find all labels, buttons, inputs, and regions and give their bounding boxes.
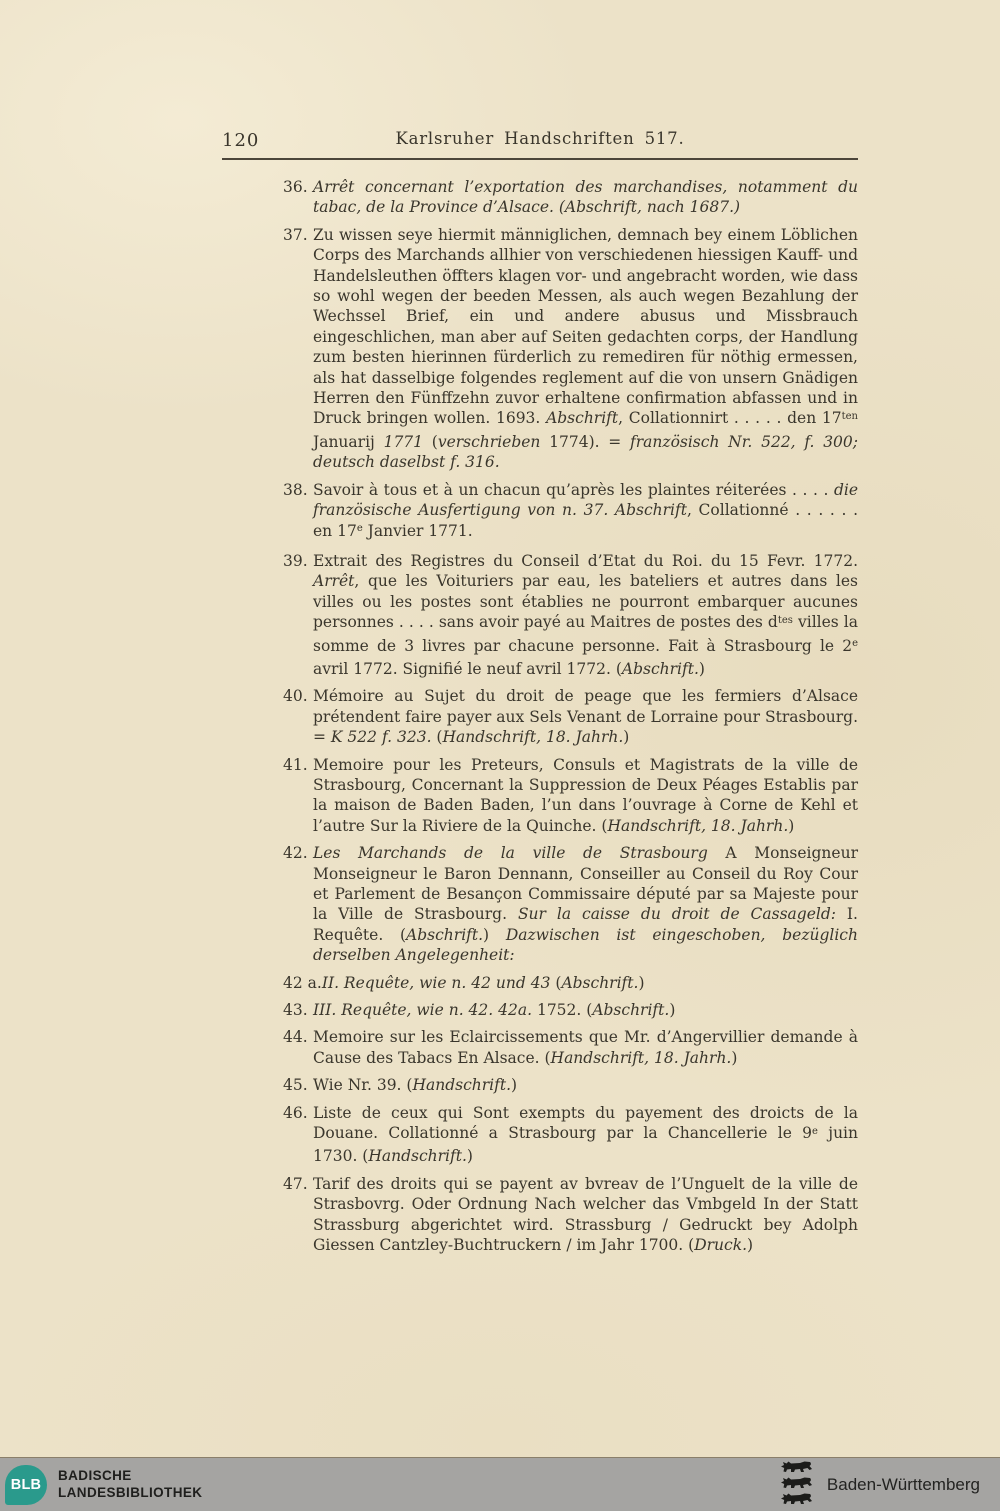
entry-text-segment: Abschrift. xyxy=(561,973,639,992)
entry-text-segment: Handschrift, 18. Jahrh. xyxy=(607,816,789,835)
catalog-entry xyxy=(283,177,858,218)
entry-text-segment: Dazwischen ist eingeschoben, bezüglich derselben Angelegenheit: xyxy=(313,925,858,965)
entry-text-segment: e xyxy=(356,523,363,534)
entry-text-segment: die französische Ausfertigung von n. 37. Abschrift xyxy=(313,480,858,520)
entry-text-segment: , Collationné . . . . . . en 17 xyxy=(313,501,858,540)
entry-text-segment: Zu wissen seye hiermit männiglichen, demnach bey einem Löblichen Corps des Marchands allhier von verschiedenen hiessigen Kauff- und Handelsleuthen öffters klagen vor- und angebracht worden, wie dass so wohl wegen der beeden Messen, als auch wegen Bezahlung der Wechssel Brief, ein und andere abusus und Missbrauch eingeschlichen, man aber auf Seiten gedachten corps, der Handlung zum besten hierinnen fürderlich zu remediren für nöthig ermessen, als hat dasselbige folgendes reglement auf die von unsern Gnädigen Herren den Fünffzehn zuvor erhaltene confirmation abfassen und in Druck bringen wollen. 1693. xyxy=(313,225,858,428)
entry-text-segment: 1752. ( xyxy=(532,1001,593,1020)
catalog-entry xyxy=(283,551,858,679)
page-number: 120 xyxy=(222,130,260,151)
entry-text-segment: Arrêt concernant l’exportation des marchandises, notamment du tabac, de la Province d’Alsace. (Abschrift, nach 1687.) xyxy=(313,178,858,217)
entry-text-segment: ten xyxy=(841,410,858,422)
entry-text-segment: 1774). = xyxy=(540,432,631,451)
entry-text-segment: ) xyxy=(747,1236,754,1255)
state-name: Baden-Württemberg xyxy=(826,1474,980,1494)
entry-text-segment: ) xyxy=(638,973,645,992)
blb-logo xyxy=(5,1465,47,1505)
entry-number: 40. xyxy=(283,687,308,706)
state-branding xyxy=(779,1461,1000,1508)
entry-text-segment: Abschrift. xyxy=(406,925,484,944)
entry-text-segment: I. Requête. ( xyxy=(313,905,858,944)
entry-text-segment: II. Requête, wie n. 42 und 43 xyxy=(321,973,551,992)
entry-text-segment: ( xyxy=(431,728,443,747)
catalog-entry xyxy=(283,480,858,544)
page-header xyxy=(222,129,858,160)
entry-number: 39. xyxy=(283,551,308,570)
entry-text-segment: Druck. xyxy=(694,1236,748,1255)
entry-number: 45. xyxy=(283,1076,308,1095)
entry-text-segment: Savoir à tous et à un chacun qu’après les plaintes réiterées . . . . xyxy=(313,480,834,499)
entry-text-segment: , que les Voituriers par eau, les bateliers et autres dans les villes ou les postes sont établies ne pourront embarquer aucunes personnes . . . . sans avoir payé au Maitres de postes des d xyxy=(313,572,858,632)
entry-text-segment: e xyxy=(812,1125,818,1137)
entry-text-segment: verschrieben xyxy=(437,432,541,451)
catalog-entry xyxy=(283,843,858,965)
entry-number: 37. xyxy=(283,225,308,244)
entry-text-segment: Mémoire au Sujet du droit de peage que les fermiers d’Alsace prétendent faire payer aux Sels Venant de Lorraine pour Strasbourg. = xyxy=(313,687,858,747)
entry-text-segment: Handschrift. xyxy=(412,1076,512,1095)
entry-text-segment: Janvier 1771. xyxy=(362,521,473,540)
library-name-line1: BADISCHE xyxy=(58,1468,132,1483)
catalog-entry xyxy=(283,755,858,837)
entry-text-segment: Arrêt xyxy=(313,572,355,591)
entry-text-segment: ) xyxy=(698,659,705,678)
entry-text-segment: K 522 f. 323. xyxy=(330,728,432,747)
entry-number: 38. xyxy=(283,480,308,499)
entry-number: 41. xyxy=(283,755,308,774)
entry-text-segment: e xyxy=(852,638,858,650)
entry-text-segment: ) xyxy=(466,1147,473,1166)
entry-text-segment: villes la somme de 3 livres par chacune personne. Fait à Strasbourg le 2 xyxy=(313,613,858,655)
entry-number: 46. xyxy=(283,1103,308,1122)
blb-logo-text: BLB xyxy=(10,1476,42,1493)
entry-text-segment: Memoire sur les Eclaircissements que Mr. d’Angervillier demande à Cause des Tabacs En Alsace. ( xyxy=(313,1028,858,1067)
entry-text-segment: Handschrift, 18. Jahrh. xyxy=(550,1048,732,1067)
catalog-entry xyxy=(283,686,858,747)
running-title: Karlsruher Handschriften 517. xyxy=(395,129,685,148)
entry-number: 47. xyxy=(283,1174,308,1193)
entry-text-segment: juin 1730. ( xyxy=(313,1124,858,1166)
entry-number: 44. xyxy=(283,1028,308,1047)
entry-text-segment: Handschrift. xyxy=(368,1147,467,1166)
entry-number: 42 a. xyxy=(283,973,322,992)
entry-text-segment: ) xyxy=(731,1048,738,1067)
entry-number: 42. xyxy=(283,844,308,863)
entry-text-segment: ) xyxy=(511,1076,518,1095)
provenance-bar xyxy=(0,1458,1000,1511)
catalog-entry xyxy=(283,225,858,473)
entry-text-segment: 1771 xyxy=(383,432,424,451)
entry-text-segment: Memoire pour les Preteurs, Consuls et Magistrats de la ville de Strasbourg, Concernant la Suppression de Deux Péages Establis par la maison de Baden Baden, l’un dans l’ouvrage à Corne de Kehl et l’autre Sur la Riviere de la Quinche. ( xyxy=(313,755,858,835)
entry-text-segment: Wie Nr. 39. ( xyxy=(313,1076,413,1095)
entry-text-segment: Tarif des droits qui se payent av bvreav de l’Unguelt de la ville de Strasbovrg. Oder Ordnung Nach welcher das Vmbgeld In der Statt Strassburg abgerichtet wird. Strassburg / Gedruckt bey Adolph Giessen Cantzley-Buchtruckern / im Jahr 1700. ( xyxy=(313,1174,858,1255)
entry-text-segment: ) xyxy=(483,925,506,944)
library-name xyxy=(58,1468,202,1501)
entry-text-segment: ) xyxy=(669,1001,676,1020)
entry-text-segment: Abschrift. xyxy=(621,659,699,678)
entry-text-segment: Extrait des Registres du Conseil d’Etat du Roi. du 15 Fevr. 1772. xyxy=(313,551,858,570)
entry-text-segment: französisch Nr. 522, f. 300; deutsch daselbst f. 316. xyxy=(313,432,858,472)
entry-number: 43. xyxy=(283,1001,308,1020)
entry-text-segment: , Collationnirt . . . . . den 17 xyxy=(618,409,842,428)
entry-text-segment: ( xyxy=(423,432,438,451)
catalog-entry xyxy=(283,973,858,993)
catalog-entry xyxy=(283,1027,858,1068)
library-branding xyxy=(0,1465,202,1505)
catalog-entries xyxy=(283,177,858,1263)
entry-text-segment: Abschrift. xyxy=(592,1001,670,1020)
entry-text-segment: ) xyxy=(623,728,630,747)
entry-number: 36. xyxy=(283,178,308,196)
entry-text-segment: tes xyxy=(777,614,793,626)
entry-text-segment: Abschrift xyxy=(546,409,619,428)
catalog-entry xyxy=(283,1174,858,1256)
entry-text-segment: ) xyxy=(788,816,795,835)
catalog-entry xyxy=(283,1000,858,1020)
baden-wuerttemberg-coat-of-arms-icon xyxy=(779,1461,815,1508)
entry-text-segment: ( xyxy=(550,973,562,992)
entry-text-segment: avril 1772. Signifié le neuf avril 1772. ( xyxy=(313,659,622,678)
catalog-entry xyxy=(283,1103,858,1167)
library-name-line2: LANDESBIBLIOTHEK xyxy=(58,1484,203,1500)
entry-text-segment: A Monseigneur Monseigneur le Baron Dennann, Conseiller au Conseil du Roy Cour et Parlement de Besançon Commissaire député par sa Majeste pour la Ville de Strasbourg. xyxy=(313,844,858,924)
entry-text-segment: Handschrift, 18. Jahrh. xyxy=(442,728,624,747)
entry-text-segment: Sur la caisse du droit de Cassageld: xyxy=(517,905,836,924)
catalog-entry xyxy=(283,1075,858,1095)
entry-text-segment: Les Marchands de la ville de Strasbourg xyxy=(313,844,708,863)
entry-text-segment: Januarij xyxy=(313,432,384,451)
entry-text-segment: Liste de ceux qui Sont exempts du payement des droicts de la Douane. Collationné a Strasbourg par la Chancellerie le 9 xyxy=(313,1103,858,1143)
entry-text-segment: III. Requête, wie n. 42. 42a. xyxy=(313,1001,533,1020)
